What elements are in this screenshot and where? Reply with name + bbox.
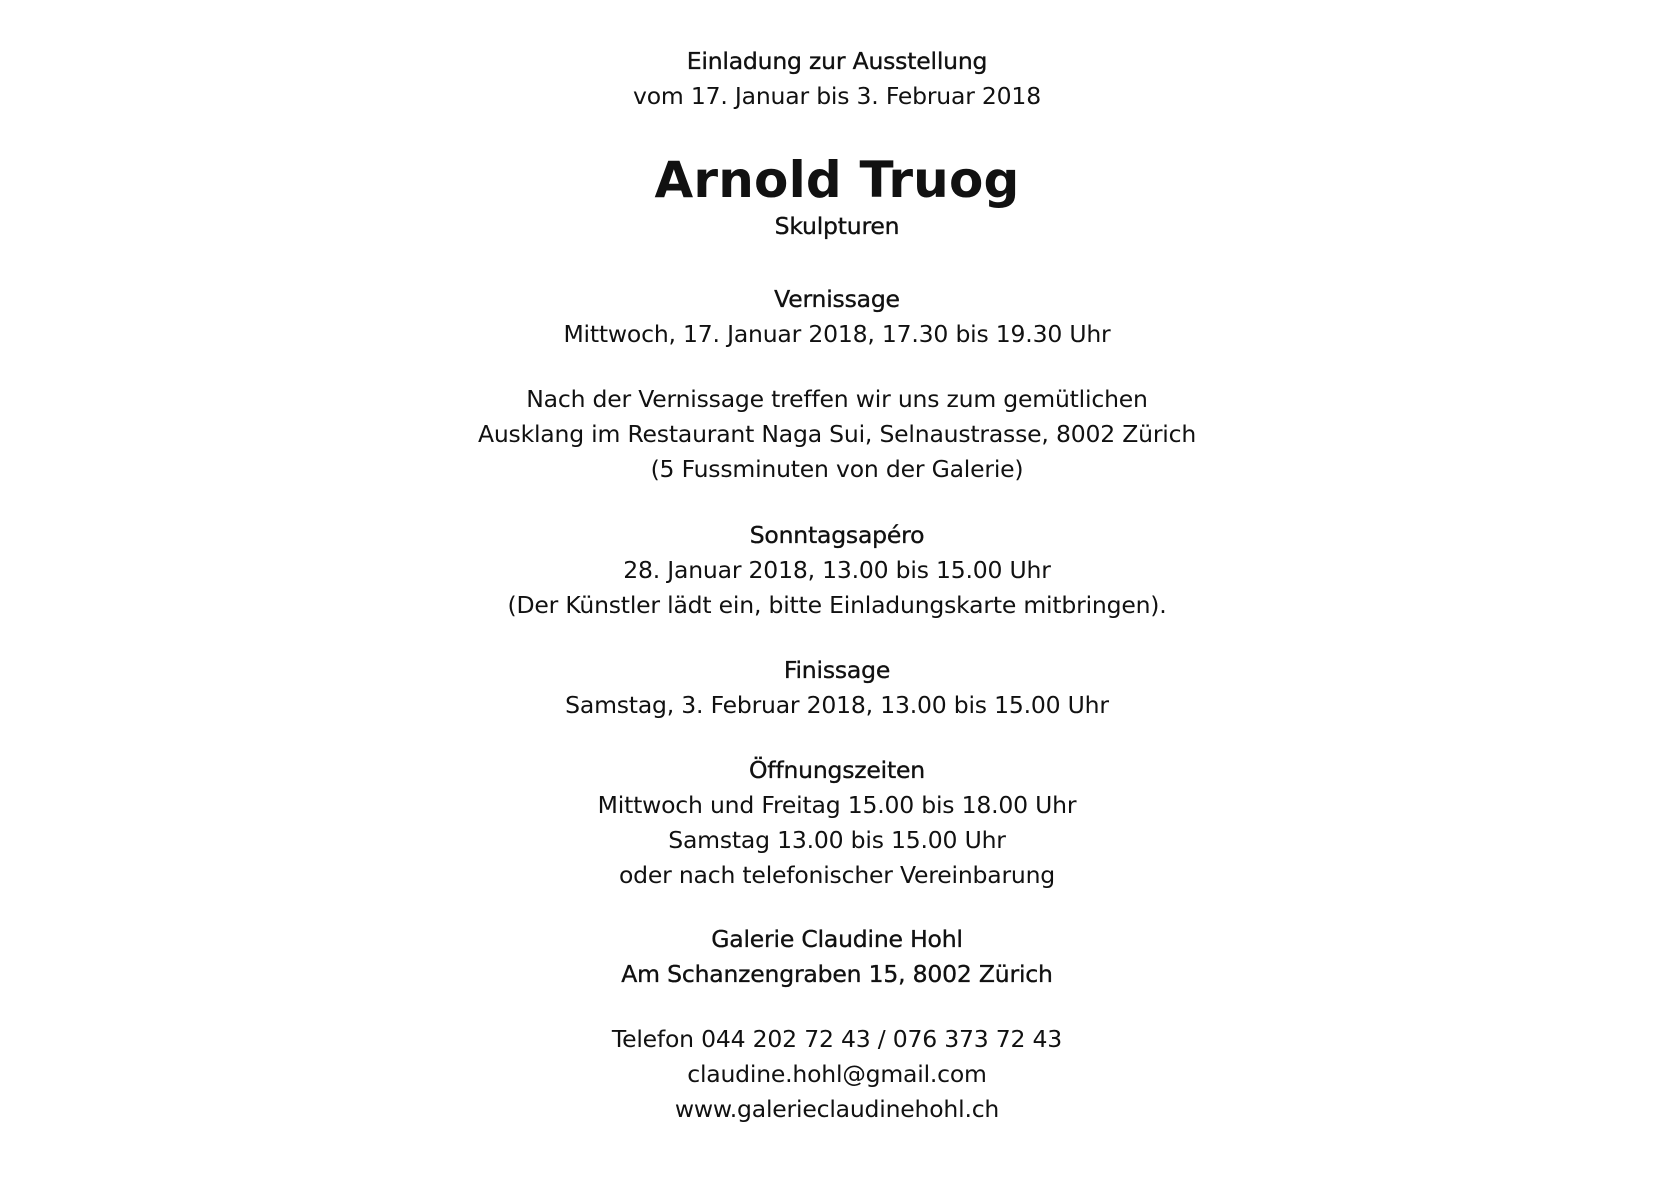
opening-hours-heading: Öffnungszeiten — [749, 756, 925, 784]
after-event-line-3: (5 Fussminuten von der Galerie) — [650, 455, 1024, 483]
invitation-label: Einladung zur Ausstellung — [686, 47, 988, 75]
opening-hours-line-1: Mittwoch und Freitag 15.00 bis 18.00 Uhr — [597, 791, 1077, 819]
finissage-date: Samstag, 3. Februar 2018, 13.00 bis 15.00 Uhr — [565, 691, 1109, 719]
exhibition-dates: vom 17. Januar bis 3. Februar 2018 — [633, 82, 1041, 110]
opening-hours-line-3: oder nach telefonischer Vereinbarung — [618, 861, 1056, 889]
artist-subtitle: Skulpturen — [774, 212, 900, 240]
finissage-heading: Finissage — [783, 656, 891, 684]
gallery-name: Galerie Claudine Hohl — [711, 925, 963, 953]
sonntagsapero-note: (Der Künstler lädt ein, bitte Einladungskarte mitbringen). — [507, 591, 1167, 619]
contact-email[interactable]: claudine.hohl@gmail.com — [687, 1060, 987, 1088]
opening-hours-line-2: Samstag 13.00 bis 15.00 Uhr — [668, 826, 1006, 854]
sonntagsapero-date: 28. Januar 2018, 13.00 bis 15.00 Uhr — [623, 556, 1051, 584]
vernissage-date: Mittwoch, 17. Januar 2018, 17.30 bis 19.30 Uhr — [563, 320, 1111, 348]
sonntagsapero-heading: Sonntagsapéro — [749, 521, 925, 549]
contact-phone: Telefon 044 202 72 43 / 076 373 72 43 — [611, 1025, 1063, 1053]
vernissage-heading: Vernissage — [774, 285, 900, 313]
after-event-line-1: Nach der Vernissage treffen wir uns zum gemütlichen — [526, 385, 1148, 413]
artist-name: Arnold Truog — [654, 151, 1020, 209]
after-event-line-2: Ausklang im Restaurant Naga Sui, Selnaustrasse, 8002 Zürich — [477, 420, 1197, 448]
gallery-address: Am Schanzengraben 15, 8002 Zürich — [621, 960, 1053, 988]
contact-website[interactable]: www.galerieclaudinehohl.ch — [674, 1095, 1000, 1123]
